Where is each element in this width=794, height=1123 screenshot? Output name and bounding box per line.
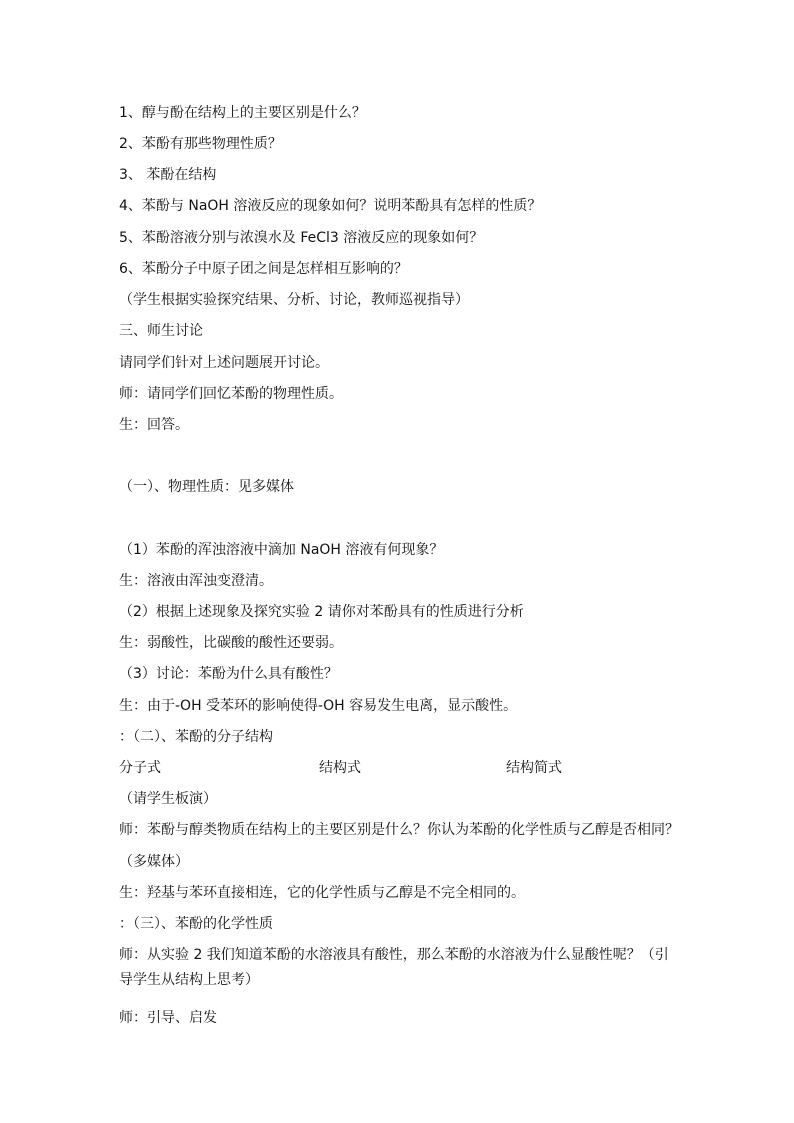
subsection-chemical-properties: ：（三）、苯酚的化学性质 <box>119 916 273 932</box>
teacher-line-4: 师：引导、启发 <box>119 1010 217 1026</box>
question-1: 1、醇与酚在结构上的主要区别是什么？ <box>119 105 366 121</box>
teacher-line-2: 师：苯酚与醇类物质在结构上的主要区别是什么？你认为苯酚的化学性质与乙醇是否相同？ <box>119 822 679 838</box>
multimedia-note: （多媒体） <box>119 854 189 870</box>
student-line-1: 生：回答。 <box>119 417 189 433</box>
item-3: （3）讨论：苯酚为什么具有酸性？ <box>119 666 338 682</box>
section-heading-discussion: 三、师生讨论 <box>119 323 203 339</box>
discussion-prompt: 请同学们针对上述问题展开讨论。 <box>119 355 329 371</box>
item-1: （1）苯酚的浑浊溶液中滴加 NaOH 溶液有何现象？ <box>119 542 444 558</box>
teacher-line-3: 师：从实验 2 我们知道苯酚的水溶液具有酸性，那么苯酚的水溶液为什么显酸性呢？（引导学生从结构上思考） <box>119 947 669 988</box>
student-board-note: （请学生板演） <box>119 791 217 807</box>
col-structural-formula: 结构式 <box>319 760 361 776</box>
student-line-4: 生：由于-OH 受苯环的影响使得-OH 容易发生电离，显示酸性。 <box>119 698 518 714</box>
subsection-physical-properties: （一）、物理性质：见多媒体 <box>119 479 294 495</box>
student-line-2: 生：溶液由浑浊变澄清。 <box>119 573 273 589</box>
student-line-3: 生：弱酸性，比碳酸的酸性还要弱。 <box>119 635 343 651</box>
student-activity-note: （学生根据实验探究结果、分析、讨论，教师巡视指导） <box>119 292 469 308</box>
question-4: 4、苯酚与 NaOH 溶液反应的现象如何？说明苯酚具有怎样的性质？ <box>119 198 542 214</box>
student-line-5: 生：羟基与苯环直接相连，它的化学性质与乙醇是不完全相同的。 <box>119 885 525 901</box>
teacher-line-1: 师：请同学们回忆苯酚的物理性质。 <box>119 386 343 402</box>
col-molecular-formula: 分子式 <box>119 760 161 776</box>
subsection-molecular-structure: ：（二）、苯酚的分子结构 <box>119 729 273 745</box>
question-5: 5、苯酚溶液分别与浓溴水及 FeCl3 溶液反应的现象如何？ <box>119 230 484 246</box>
item-2: （2）根据上述现象及探究实验 2 请你对苯酚具有的性质进行分析 <box>119 604 524 620</box>
col-condensed-formula: 结构简式 <box>506 760 562 776</box>
question-6: 6、苯酚分子中原子团之间是怎样相互影响的？ <box>119 261 408 277</box>
question-3: 3、 苯酚在结构 <box>119 167 217 183</box>
question-2: 2、苯酚有那些物理性质？ <box>119 136 282 152</box>
structure-header-row <box>119 759 679 777</box>
